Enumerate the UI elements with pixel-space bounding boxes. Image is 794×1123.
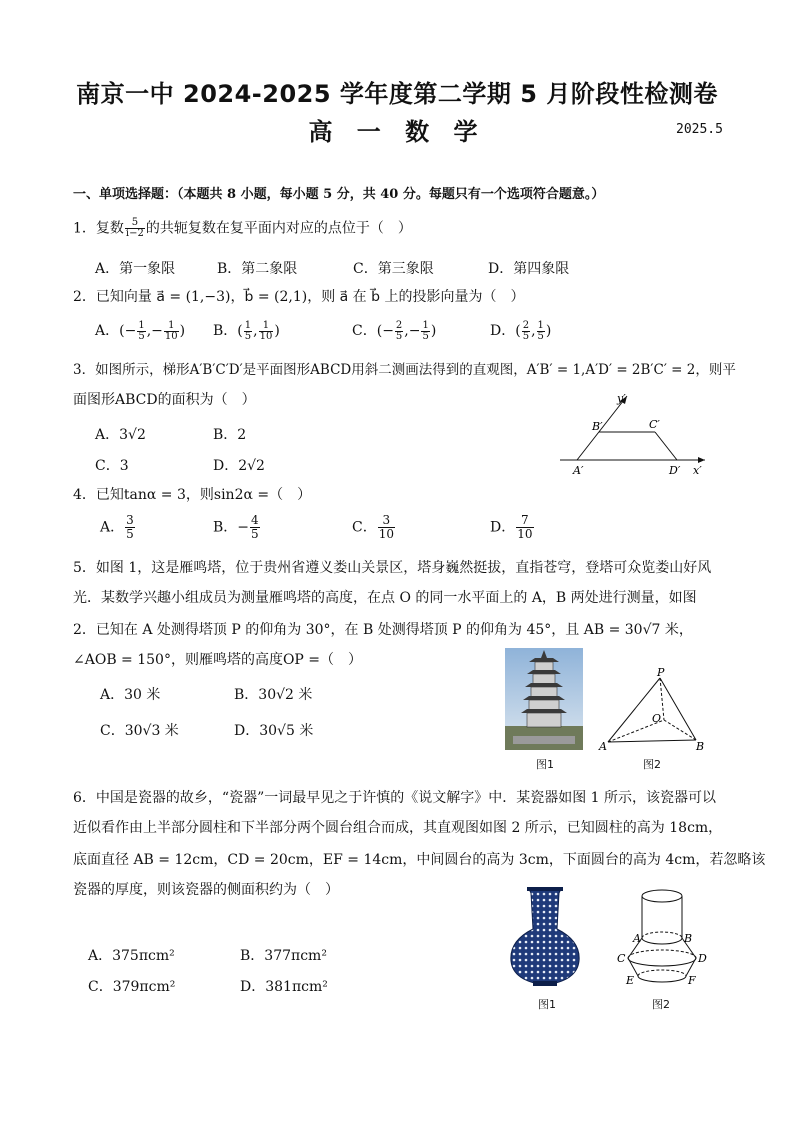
q5-label-o: O (652, 712, 662, 725)
question-6-line3: 底面直径 AB = 12cm，CD = 20cm，EF = 14cm，中间圆台的高为 3cm，下面圆台的高为 4cm，若忽略该 (73, 852, 766, 868)
question-5-line1: 5．如图 1，这是雁鸣塔，位于贵州省遵义娄山关景区，塔身巍然挺拔，直指苍穹，登塔可众览娄山好风 (73, 560, 712, 576)
q3-label-a: A′ (573, 464, 584, 477)
q6-label-d: D (698, 952, 707, 965)
q3-label-b: B′ (592, 420, 603, 433)
q5-option-c: C．30√3 米 (100, 723, 179, 739)
q4-d-num: 7 (516, 514, 533, 528)
q2-b-value: ( $\frac{1}{5}$ , $\frac{1}{10}$ ) (237, 319, 280, 342)
q6-option-c: C．379πcm² (88, 979, 176, 995)
q5-fig2-caption: 图2 (643, 758, 661, 771)
q4-option-d (490, 514, 535, 541)
q5-label-p: P (657, 666, 665, 679)
q4-b-den: 5 (251, 527, 259, 541)
q6-option-a: A．375πcm² (88, 948, 175, 964)
q5-option-a: A．30 米 (100, 687, 161, 703)
q4-option-c (352, 514, 396, 541)
q6-label-c: C (617, 952, 626, 965)
q5-tetrahedron-figure (596, 666, 708, 756)
q1-option-a: A．第一象限 (95, 261, 176, 277)
question-1 (73, 218, 412, 239)
q3-option-a: A．3√2 (95, 427, 146, 443)
q2-b-label: B． (213, 323, 238, 339)
question-3-line2: 面图形ABCD的面积为（ ） (73, 392, 256, 408)
q3-label-c: C′ (649, 418, 660, 431)
q2-option-b (213, 320, 280, 342)
q2-option-c (352, 320, 436, 342)
question-5-line2: 光．某数学兴趣小组成员为测量雁鸣塔的高度，在点 O 的同一水平面上的 A，B 两处进行测量，如图 (73, 590, 697, 606)
q3-label-d: D′ (669, 464, 681, 477)
q4-d-den: 10 (517, 527, 533, 541)
q6-fig1-caption: 图1 (538, 998, 556, 1011)
q3-option-b: B．2 (213, 427, 247, 443)
q6-vessel-diagram (614, 884, 710, 990)
q4-d-label: D． (490, 519, 516, 536)
q6-label-f: F (688, 974, 696, 987)
q5-label-b: B (696, 740, 705, 753)
question-4: 4．已知tanα = 3，则sin2α =（ ） (73, 487, 312, 503)
q2-d-value: ( $\frac{2}{5}$ , $\frac{1}{5}$ ) (515, 319, 552, 342)
q5-option-b: B．30√2 米 (234, 687, 313, 703)
q5-label-a: A (599, 740, 607, 753)
q5-fig1-caption: 图1 (536, 758, 554, 771)
q2-c-value: (− $\frac{2}{5}$ ,− $\frac{1}{5}$ ) (376, 319, 437, 342)
question-2: 2．已知向量 a⃗ = (1,−3)，b⃗ = (2,1)，则 a⃗ 在 b⃗ 上的投影向量为（ ） (73, 289, 525, 305)
q2-option-d (490, 320, 551, 342)
q6-label-a: A (633, 932, 641, 945)
q2-option-a (95, 320, 185, 342)
q4-a-den: 5 (126, 527, 134, 541)
page-title: 南京一中 2024-2025 学年度第二学期 5 月阶段性检测卷 (76, 80, 718, 108)
q1-prefix: 1．复数 (73, 220, 124, 237)
exam-date: 2025.5 (676, 122, 723, 137)
question-6-line2: 近似看作由上半部分圆柱和下半部分两个圆台组合而成，其直观图如图 2 所示，已知圆柱的高为 18cm， (73, 820, 723, 836)
q6-label-b: B (684, 932, 693, 945)
question-5-line3: 2．已知在 A 处测得塔顶 P 的仰角为 30°，在 B 处测得塔顶 P 的仰角为 45°，且 AB = 30√7 米， (73, 622, 693, 638)
q1-option-d: D．第四象限 (488, 261, 570, 277)
q1-frac-num: 5 (125, 218, 145, 229)
q6-fig2-caption: 图2 (652, 998, 670, 1011)
question-3-line1: 3．如图所示，梯形A′B′C′D′是平面图形ABCD用斜二测画法得到的直观图，A′B′ = 1,A′D′ = 2B′C′ = 2，则平 (73, 362, 736, 378)
q3-label-x: x′ (693, 464, 702, 477)
q4-b-label: B．− (213, 519, 250, 536)
q4-b-num: 4 (251, 513, 259, 527)
q4-c-den: 10 (378, 527, 394, 541)
q2-a-value: (− $\frac{1}{5}$ ,− $\frac{1}{10}$ ) (119, 319, 186, 342)
q3-figure (555, 388, 715, 478)
q4-c-num: 3 (378, 514, 395, 528)
q3-option-c: C．3 (95, 458, 129, 474)
q2-d-label: D． (490, 323, 516, 339)
q6-option-b: B．377πcm² (240, 948, 327, 964)
q1-frac-den: i−2 (125, 228, 144, 239)
q4-option-b (213, 514, 261, 541)
question-5-line4: ∠AOB = 150°，则雁鸣塔的高度OP =（ ） (73, 652, 363, 668)
q4-option-a (100, 514, 136, 541)
question-6-line1: 6．中国是瓷器的故乡，“瓷器”一词最早见之于许慎的《说文解字》中．某瓷器如图 1 所示，该瓷器可以 (73, 790, 717, 806)
q5-option-d: D．30√5 米 (234, 723, 314, 739)
q5-pagoda-photo (505, 648, 583, 750)
q1-fraction (125, 218, 145, 239)
page-subtitle: 高 一 数 学 (308, 118, 486, 146)
question-6-line4: 瓷器的厚度，则该瓷器的侧面积约为（ ） (73, 882, 339, 898)
q6-label-e: E (626, 974, 635, 987)
q1-suffix: 的共轭复数在复平面内对应的点位于（ ） (145, 220, 412, 237)
q6-option-d: D．381πcm² (240, 979, 328, 995)
q1-option-c: C．第三象限 (353, 261, 434, 277)
q3-option-d: D．2√2 (213, 458, 265, 474)
q3-label-y: y′ (617, 392, 626, 405)
q4-c-label: C． (352, 519, 377, 536)
q2-a-label: A． (95, 323, 120, 339)
q4-a-num: 3 (126, 513, 134, 527)
q4-a-label: A． (100, 519, 125, 536)
q6-vase-photo (505, 885, 585, 990)
section-heading: 一、单项选择题：（本题共 8 小题，每小题 5 分，共 40 分。每题只有一个选项符合题意。） (73, 187, 605, 202)
q2-c-label: C． (352, 323, 377, 339)
q1-option-b: B．第二象限 (217, 261, 298, 277)
